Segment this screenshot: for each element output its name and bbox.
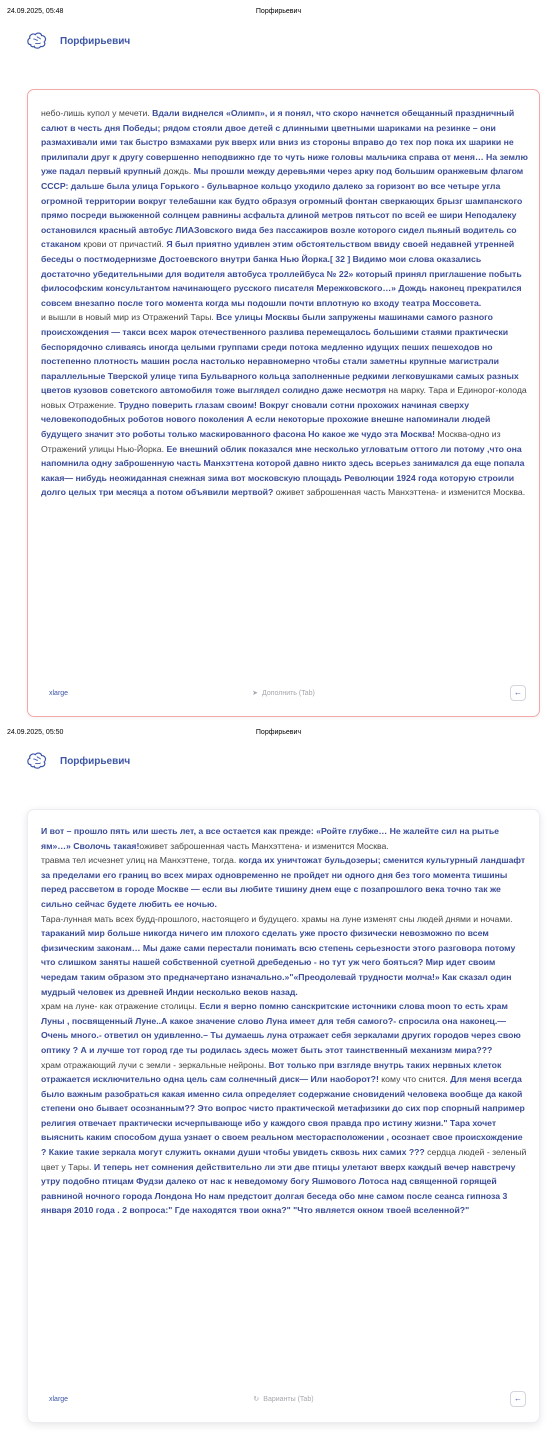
continue-button-label: Дополнить (Tab): [262, 690, 315, 697]
generated-text[interactable]: [41, 106, 529, 500]
generated-text-segment: Вот только при взгляде внутрь таких нервных клеток отражается исключительно одна цель сам солнечный диск— Или наоборот?!: [41, 1059, 502, 1085]
generated-text-segment: Для меня всегда было важным разобраться какая именно сила определяет содержание сновидений человека вообще да какой степени оно бывает осознанным?? Это вопрос чисто практической метафизики до сих пор спорный например религия отвечает практически исчерпывающе ибо у каждого своя правда про истину жизни." Тара хочет выяснить каким способом душа узнает о своем реальном месторасположении , осознает свое происхождение ? Какие такие зеркала могут служить окнами души чтобы увидеть сквозь них самих ???: [41, 1074, 525, 1158]
size-selector[interactable]: xlarge: [49, 690, 69, 697]
generated-text-segment: И теперь нет сомнения действительно ли эти две птицы улетают вверх каждый вечер навстречу утру подобно птицам Фудзи далеко от нас к неведомому богу Яшмового Лотоса над священной горящей равниной ночного города Лондона Но нам предстоит долгая беседа обо мне самом после сеанса гипноза 3 января 2010 года . 2 вопроса:" Где находятся твои окна?" "Что является окном твоей вселенной?": [41, 1161, 516, 1216]
generated-text-segment: когда их уничтожат бульдозеры; сменится культурный ландшафт за пределами его границ во всех мирах одновременно не пройдет ни одного дня без того момента тишины перед рассветом в городе Москве — если вы любите тишину днем еще с позапрошлого века точно так же сильно сейчас будете любить ее ночью.: [41, 855, 526, 909]
print-timestamp: 24.09.2025, 05:50: [7, 729, 64, 736]
continue-button[interactable]: [28, 689, 539, 697]
generated-text-segment: И вот – прошло пять или шесть лет, а все остается как прежде: «Ройте глубже… Не жалейте сил на рытье ям»…» Сволочь такая!: [41, 826, 500, 851]
user-text-segment: оживет заброшенная часть Манхэттена- и изменится Москва.: [275, 487, 526, 498]
card-footer: [28, 676, 539, 716]
user-text-segment: на марку. Тара и Единорог-колода новых Отражение.: [41, 385, 527, 410]
generated-text-segment: Если я верно помню санскритские источники слова moon то есть храм Луны , посвященный Луне..А какое значение слово Луна имеет для тебя самого?- спросила она наконец.— Очень много.- ответил он удивленно.– Ты думаешь луна отражает себя зеркалами других городов через свою оптику ? А и лучше тот город где ты родилась здесь может быть этот таинственный механизм мира???: [41, 1001, 521, 1055]
size-selector[interactable]: xlarge: [49, 1396, 69, 1403]
user-text-segment: травма тел исчезнет улиц на Манхэттене, тогда.: [41, 855, 239, 866]
brand-name: Порфирьевич: [60, 35, 131, 47]
print-document-title: Порфирьевич: [255, 8, 302, 15]
generated-text-card: [27, 89, 540, 717]
user-text-segment: дождь.: [163, 166, 194, 177]
brand-name: Порфирьевич: [60, 755, 131, 767]
user-text-segment: оживет заброшенная часть Манхэттена- и изменится Москва.: [139, 840, 389, 851]
user-text-segment: храм на луне- как отражение столицы.: [41, 1001, 200, 1012]
generated-text-segment: Вдали виднелся «Олимп», и я понял, что скоро начнется обещанный праздничный салют в честь дня Победы; рядом стояли двое детей с длинными цветными шариками на резинке – они размахивали ими так быстро взмахами рук вверх или вниз из стороны вправо до тех пор пока их шарики не прилипали друг к другу совершенно неподвижно где то чуть ниже головы мальчика справа от меня… На землю уже падал первый крупный: [41, 108, 528, 177]
card-footer: [28, 1382, 539, 1422]
user-text-segment: небо-лишь купол у мечети.: [41, 108, 153, 118]
brain-logo-icon: [26, 752, 48, 770]
print-document-title: Порфирьевич: [255, 729, 302, 736]
generated-text-segment: Мы прошли между деревьями через арку под большим оранжевым флагом СССР: дальше была улица Горького - бульварное кольцо уходило далеко за горизонт во все четыре угла огромной территории вокруг телебашни как будто образуя огромный фонтан сверкающих брызг шампанского прямо посреди выжженной солнцем равнины асфальта длиной метров пятьсот по всей ее шири Неподалеку остановился красный автобус ЛИАЗовского вида без пассажиров возле которого сидел пьяный водитель со стаканом: [41, 166, 524, 250]
refresh-icon: ↻: [253, 1396, 260, 1403]
arrow-left-icon: ←: [514, 1394, 522, 1403]
arrow-left-icon: ←: [514, 688, 522, 697]
user-text-segment: храм отражающий лучи с земли - зеркальные нейроны.: [41, 1059, 269, 1070]
print-timestamp: 24.09.2025, 05:48: [7, 8, 64, 15]
print-header: [0, 0, 557, 14]
brain-logo-icon: [26, 32, 48, 50]
send-icon: ➤: [252, 690, 258, 697]
variants-button-label: Варианты (Tab): [263, 1396, 314, 1403]
user-text-segment: и вышли в новый мир из Отражений Тары.: [41, 312, 217, 323]
user-text-segment: кому что снится.: [381, 1074, 451, 1085]
brand-header[interactable]: [26, 30, 130, 52]
generated-text-segment: тараканий мир больше никогда ничего им плохого сделать уже просто физически невозможно по всем физическим законам… Мы даже сами перестали понимать всю степень серьезности этого разговора потому что слишком заняты нашей собственной суетной дребеденью - но тут уж чего бояться? Мир идет своим чередам таким образом это предначертано изначально.»"«Преодолевай трудности молча!» Как сказал один мудрый человек из древней Индии несколько веков назад.: [41, 928, 516, 997]
generated-text-segment: Все улицы Москвы были запружены машинами самого разного происхождения — такси всех марок отечественного разлива перемещалось большими стаями практически беспорядочно сливаясь иногда целыми группами среди потока медленно идущих пеших пешеходов но постепенно плотность машин росла настолько неравномерно чтобы стали заметны крупные магистрали параллельные Тверской улице типа Бульварного кольца заполненные редкими легковушками самых разных цветов кузовов советского автомобиля тоже выглядел солидно даже несмотря: [41, 312, 519, 396]
generated-text-card: [27, 809, 540, 1423]
user-text-segment: Тара-лунная мать всех будд-прошлого, настоящего и будущего. храмы на луне изменят сны людей днями и ночами.: [41, 913, 513, 924]
variants-button[interactable]: [28, 1395, 539, 1403]
user-text-segment: крови от причастий.: [83, 239, 167, 250]
user-text-segment: сердца людей - зеленый цвет у Тары.: [41, 1147, 527, 1172]
print-header: [0, 721, 557, 735]
user-text-segment: Москва-одно из Отражений улицы Нью-Йорка.: [41, 429, 501, 454]
back-button[interactable]: [510, 685, 526, 701]
generated-text[interactable]: [41, 824, 529, 1218]
brand-header[interactable]: [26, 750, 130, 772]
generated-text-segment: Я был приятно удивлен этим обстоятельством ввиду своей недавней утренней беседы о постмодернизме Достоевского внутри банка Нью Йорка.[ 32 ] Видимо мои слова оказались достаточно убедительными для водителя автобуса троллейбуса № 22» который принял приглашение побыть философским консультантом начинающего русского писателя Мережковского…» Дождь наконец прекратился совсем внезапно после того момента когда мы подошли почти вплотную ко входу театра Моссовета.: [41, 239, 522, 308]
back-button[interactable]: [510, 1391, 526, 1407]
generated-text-segment: Ее внешний облик показался мне несколько угловатым оттого ли потому ,что она напомнила одну заброшенную часть Манхэттена которой давно никто здесь всерьез занимался да еще попала какая— нибудь неожиданная снежная зима вот московскую площадь Революции 1924 года которую строили долго целых три месяца а потом объявили мертвой?: [41, 443, 525, 498]
generated-text-segment: Трудно поверить глазам своим! Вокруг сновали сотни прохожих начиная сверху человекоподобных роботов нового поколения А если некоторые прохожие внешне напоминали людей будущего значит это роботы только маскированного фасона Но какое же чудо эта Москва!: [41, 399, 491, 440]
